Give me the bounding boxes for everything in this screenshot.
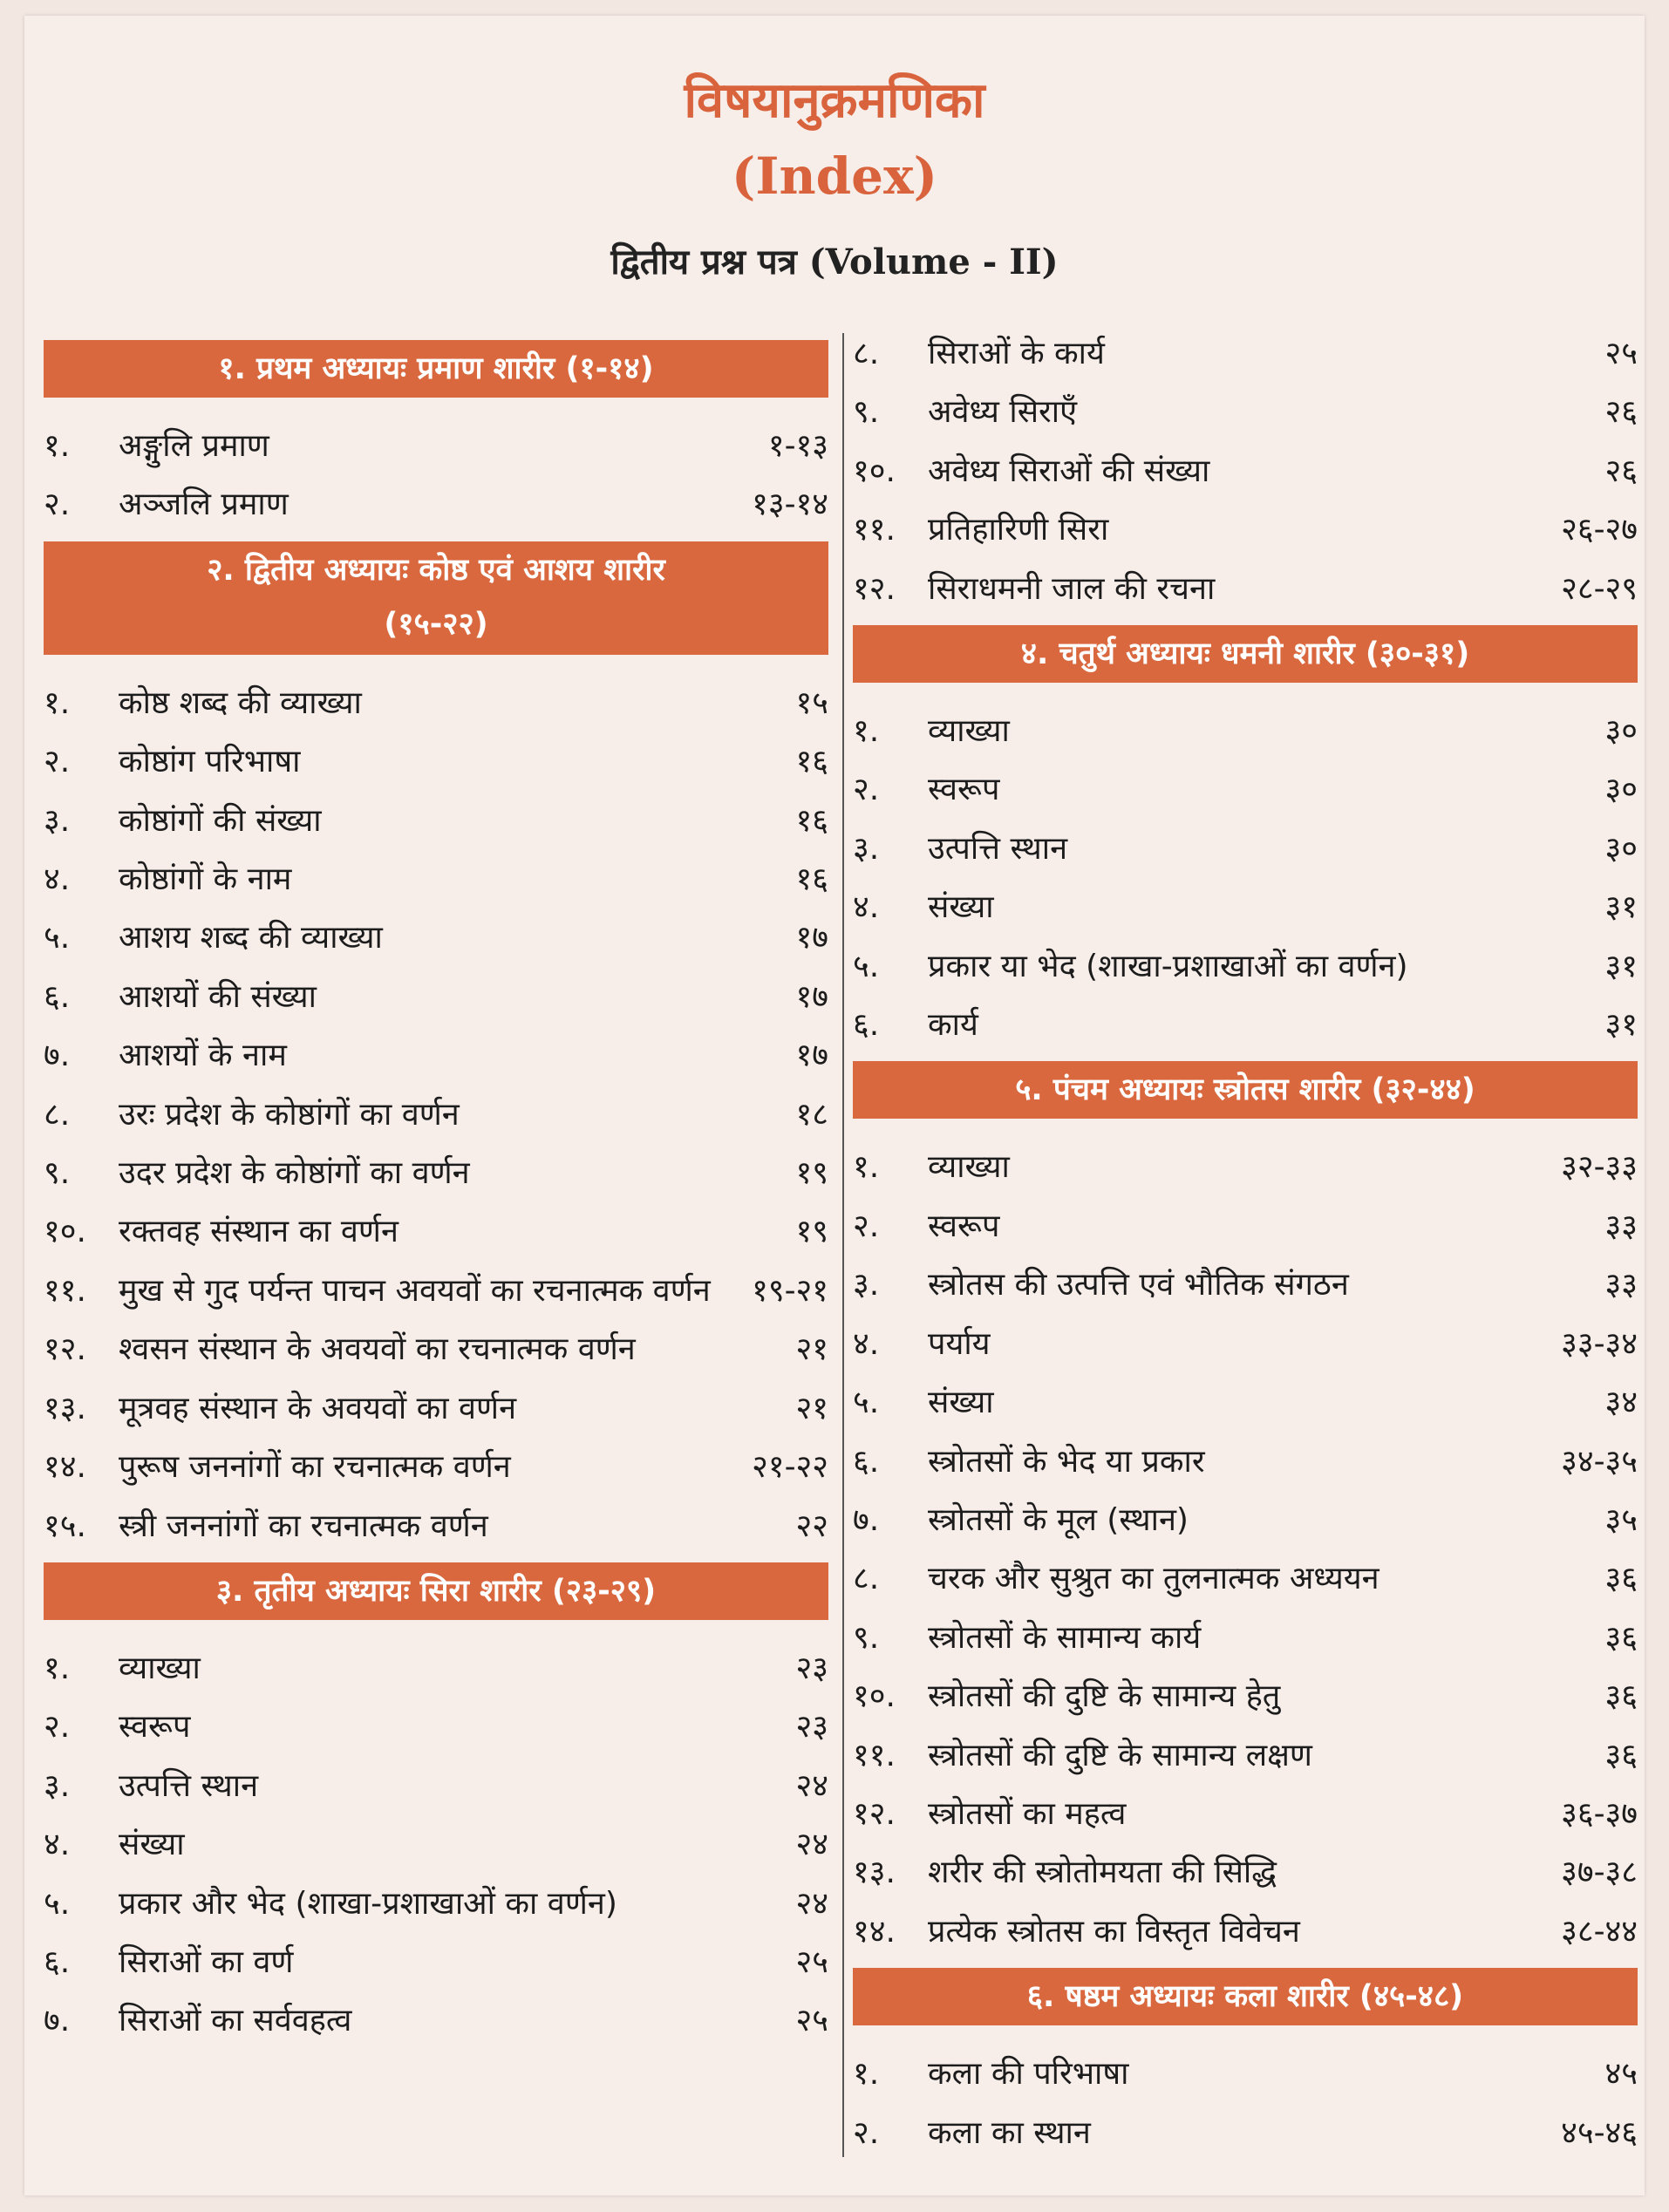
index-entry (853, 878, 1638, 936)
entry-number: ७. (853, 1501, 880, 1538)
entry-title: प्रकार या भेद (शाखा-प्रशाखाओं का वर्णन) (928, 948, 1408, 984)
entry-page: १६ (795, 802, 828, 839)
entry-number: ८. (853, 336, 880, 371)
index-entry (44, 674, 828, 732)
index-entry (44, 732, 828, 791)
entry-number: १२. (853, 570, 896, 607)
index-entry (44, 1815, 828, 1874)
entry-title: अवेध्य सिराओं की संख्या (928, 453, 1210, 489)
entry-number: ७. (44, 2003, 71, 2039)
entry-number: ६. (44, 978, 71, 1015)
entry-number: ९. (853, 394, 880, 431)
index-entry (44, 1991, 828, 2050)
entry-title: कला की परिभाषा (928, 2056, 1129, 2093)
chapter-2-list (44, 674, 828, 1555)
index-entry (853, 996, 1638, 1054)
entry-title: अञ्जलि प्रमाण (119, 487, 289, 523)
entry-title: आशयों के नाम (119, 1038, 287, 1074)
index-entry (44, 1875, 828, 1933)
entry-page: २१ (795, 1331, 828, 1368)
entry-number: ३. (44, 1767, 71, 1804)
chapter-5-list (853, 1138, 1638, 1961)
volume-subtitle: द्वितीय प्रश्न पत्र (Volume - II) (610, 242, 1059, 282)
entry-title: स्त्रोतस की उत्पत्ति एवं भौतिक संगठन (928, 1267, 1349, 1303)
entry-page: ३७-३८ (1561, 1855, 1638, 1891)
chapter-1-list (44, 417, 828, 534)
index-entry (853, 1197, 1638, 1256)
entry-number: २. (44, 487, 71, 523)
entry-title: स्त्रोतसों के सामान्य कार्य (928, 1619, 1202, 1656)
index-page (24, 16, 1645, 2195)
entry-page: १८ (795, 1096, 828, 1133)
entry-number: ६. (853, 1443, 880, 1480)
entry-title: उत्पत्ति स्थान (119, 1767, 259, 1804)
entry-title: कला का स्थान (928, 2114, 1091, 2151)
entry-page: २६ (1604, 394, 1638, 431)
entry-number: ८. (44, 1096, 71, 1133)
entry-title: स्त्रोतसों के मूल (स्थान) (928, 1501, 1189, 1538)
index-entry (853, 937, 1638, 996)
column-divider (842, 333, 844, 2157)
entry-number: १५. (44, 1508, 86, 1544)
entry-number: ४. (853, 889, 880, 926)
entry-number: १३. (44, 1390, 86, 1426)
entry-page: २५ (1604, 336, 1638, 371)
entry-title: आशय शब्द की व्याख्या (119, 920, 383, 956)
entry-page: २४ (795, 1767, 828, 1804)
entry-number: २. (44, 744, 71, 780)
index-entry (44, 1202, 828, 1261)
index-entry (853, 1785, 1638, 1843)
entry-title: पर्याय (928, 1325, 991, 1362)
entry-title: उत्पत्ति स्थान (928, 830, 1068, 867)
entry-page: २६-२७ (1561, 512, 1638, 548)
page-header (24, 68, 1645, 284)
entry-page: २८-२९ (1561, 570, 1638, 607)
entry-title: संख्या (928, 1385, 994, 1421)
entry-number: १२. (44, 1331, 86, 1368)
entry-page: ३३ (1604, 1208, 1638, 1244)
chapter-3-list (44, 1639, 828, 2051)
entry-title: स्त्रोतसों की दुष्टि के सामान्य लक्षण (928, 1737, 1312, 1773)
entry-title: स्त्री जननांगों का रचनात्मक वर्णन (119, 1508, 488, 1544)
chapter-2-banner (44, 541, 828, 655)
entry-title: स्वरूप (928, 772, 1000, 808)
index-entry (44, 792, 828, 850)
index-entry (44, 850, 828, 909)
entry-title: स्वरूप (928, 1208, 1000, 1244)
index-entry (44, 1698, 828, 1756)
entry-number: ३. (44, 802, 71, 839)
entry-number: २. (853, 1208, 880, 1244)
index-entry (44, 1933, 828, 1991)
entry-title: उरः प्रदेश के कोष्ठांगों का वर्णन (119, 1096, 460, 1133)
entry-title: संख्या (119, 1827, 185, 1863)
entry-number: ३. (853, 830, 880, 867)
entry-title: शरीर की स्त्रोतोमयता की सिद्धि (928, 1855, 1277, 1891)
entry-page: १९ (795, 1214, 828, 1250)
entry-title: कोष्ठांगों के नाम (119, 861, 292, 898)
entry-number: १. (44, 1650, 71, 1686)
entry-page: ३१ (1604, 889, 1638, 926)
index-entry (853, 820, 1638, 878)
entry-page: ३३ (1604, 1267, 1638, 1303)
entry-page: २५ (795, 2003, 828, 2039)
entry-title: सिराधमनी जाल की रचना (928, 570, 1216, 607)
entry-title: संख्या (928, 889, 994, 926)
entry-number: १. (853, 2056, 880, 2093)
index-entry (853, 1726, 1638, 1785)
chapter-4-banner: ४. चतुर्थ अध्यायः धमनी शारीर (३०-३१) (853, 625, 1638, 683)
index-entry (853, 560, 1638, 618)
entry-number: ६. (44, 1943, 71, 1980)
entry-page: ४५-४६ (1561, 2114, 1638, 2151)
chapter-1-banner: १. प्रथम अध्यायः प्रमाण शारीर (१-१४) (44, 340, 828, 398)
entry-page: २५ (795, 1943, 828, 1980)
entry-title: कार्य (928, 1007, 978, 1044)
entry-page: १७ (795, 1038, 828, 1074)
entry-page: १५ (795, 684, 828, 721)
entry-number: १०. (853, 453, 896, 489)
entry-page: १९-२१ (752, 1272, 828, 1309)
entry-page: २१ (795, 1390, 828, 1426)
entry-title: व्याख्या (928, 1149, 1010, 1186)
index-entry (853, 702, 1638, 760)
entry-number: १. (44, 428, 71, 464)
entry-number: १३. (853, 1855, 896, 1891)
entry-page: ३६ (1604, 1737, 1638, 1773)
index-entry (44, 417, 828, 475)
entry-title: स्त्रोतसों की दुष्टि के सामान्य हेतु (928, 1678, 1281, 1715)
entry-number: ११. (44, 1272, 86, 1309)
entry-page: २३ (795, 1650, 828, 1686)
entry-title: सिराओं का सर्ववहत्व (119, 2003, 352, 2039)
chapter-4-list (853, 702, 1638, 1054)
index-entry (44, 1320, 828, 1378)
index-entry (853, 2104, 1638, 2162)
entry-title: प्रत्येक स्त्रोतस का विस्तृत विवेचन (928, 1913, 1300, 1950)
entry-number: २. (44, 1709, 71, 1746)
index-entry (853, 1315, 1638, 1373)
entry-page: १-१३ (767, 428, 828, 464)
entry-page: ३६ (1604, 1561, 1638, 1597)
entry-title: कोष्ठांगों की संख्या (119, 802, 322, 839)
entry-title: मूत्रवह संस्थान के अवयवों का वर्णन (119, 1390, 517, 1426)
entry-number: ३. (853, 1267, 880, 1303)
entry-number: १. (853, 1149, 880, 1186)
index-entry (853, 1667, 1638, 1725)
entry-title: स्त्रोतसों का महत्व (928, 1795, 1127, 1832)
index-entry (44, 1262, 828, 1320)
chapter-5-banner: ५. पंचम अध्यायः स्त्रोतस शारीर (३२-४४) (853, 1061, 1638, 1119)
entry-title: सिराओं के कार्य (928, 336, 1105, 371)
chapter-3-continued-list (853, 324, 1638, 618)
entry-page: २६ (1604, 453, 1638, 489)
index-entry (853, 1491, 1638, 1549)
entry-title: मुख से गुद पर्यन्त पाचन अवयवों का रचनात्मक वर्णन (119, 1272, 711, 1309)
entry-number: ११. (853, 1737, 896, 1773)
index-entry (44, 1497, 828, 1555)
entry-title: प्रतिहारिणी सिरा (928, 512, 1109, 548)
entry-title: कोष्ठांग परिभाषा (119, 744, 301, 780)
entry-number: १. (44, 684, 71, 721)
chapter-2-banner-line1: २. द्वितीय अध्यायः कोष्ठ एवं आशय शारीर (207, 552, 665, 588)
index-entry (853, 1373, 1638, 1432)
index-entry (44, 1438, 828, 1496)
entry-number: २. (853, 772, 880, 808)
entry-number: १४. (44, 1449, 86, 1486)
entry-page: २१-२२ (752, 1449, 828, 1486)
entry-page: १६ (795, 744, 828, 780)
entry-title: व्याख्या (928, 713, 1010, 750)
index-entry (853, 442, 1638, 500)
entry-title: श्वसन संस्थान के अवयवों का रचनात्मक वर्णन (119, 1331, 636, 1368)
chapter-6-banner: ६. षष्ठम अध्यायः कला शारीर (४५-४८) (853, 1968, 1638, 2025)
index-entry (853, 760, 1638, 819)
entry-page: ३२-३३ (1561, 1149, 1638, 1186)
entry-page: ३१ (1604, 948, 1638, 984)
index-entry (853, 1256, 1638, 1314)
entry-page: २२ (795, 1508, 828, 1544)
left-column (44, 333, 828, 2051)
entry-page: १७ (795, 920, 828, 956)
entry-page: ३४ (1604, 1385, 1638, 1421)
entry-number: ४. (853, 1325, 880, 1362)
entry-number: १२. (853, 1795, 896, 1832)
entry-page: ३० (1604, 713, 1638, 750)
entry-title: स्त्रोतसों के भेद या प्रकार (928, 1443, 1205, 1480)
index-entry (44, 909, 828, 967)
entry-title: रक्तवह संस्थान का वर्णन (119, 1214, 399, 1250)
index-entry (853, 1609, 1638, 1667)
entry-page: २४ (795, 1827, 828, 1863)
entry-page: १७ (795, 978, 828, 1015)
index-entry (853, 1433, 1638, 1491)
index-title-english: (Index) (731, 146, 938, 206)
entry-number: ४. (44, 1827, 71, 1863)
index-entry (853, 2045, 1638, 2103)
index-entry (44, 1639, 828, 1698)
entry-number: ६. (853, 1007, 880, 1044)
entry-number: ४. (44, 861, 71, 898)
entry-page: ३३-३४ (1561, 1325, 1638, 1362)
entry-page: ३६-३७ (1561, 1795, 1638, 1832)
entry-number: १. (853, 713, 880, 750)
entry-page: २३ (795, 1709, 828, 1746)
index-entry (853, 383, 1638, 441)
entry-number: १०. (853, 1678, 896, 1715)
entry-number: २. (853, 2114, 880, 2151)
entry-title: कोष्ठ शब्द की व्याख्या (119, 684, 362, 721)
entry-page: ४५ (1604, 2056, 1638, 2093)
entry-title: चरक और सुश्रुत का तुलनात्मक अध्ययन (928, 1561, 1379, 1597)
entry-page: ३० (1604, 830, 1638, 867)
entry-page: ३० (1604, 772, 1638, 808)
entry-number: १०. (44, 1214, 86, 1250)
chapter-6-list (853, 2045, 1638, 2162)
entry-page: ३५ (1604, 1501, 1638, 1538)
entry-number: ७. (44, 1038, 71, 1074)
entry-title: स्वरूप (119, 1709, 191, 1746)
entry-number: ८. (853, 1561, 880, 1597)
entry-number: ११. (853, 512, 896, 548)
entry-number: १४. (853, 1913, 896, 1950)
index-entry (853, 324, 1638, 383)
entry-number: ५. (44, 1885, 71, 1922)
entry-page: १९ (795, 1155, 828, 1192)
entry-title: सिराओं का वर्ण (119, 1943, 294, 1980)
entry-title: आशयों की संख्या (119, 978, 317, 1015)
entry-page: १६ (795, 861, 828, 898)
index-title-hindi: विषयानुक्रमणिका (684, 72, 985, 129)
index-entry (44, 1026, 828, 1085)
index-entry (853, 1843, 1638, 1902)
entry-number: ५. (853, 1385, 880, 1421)
entry-page: ३६ (1604, 1678, 1638, 1715)
entry-page: ३८-४४ (1561, 1913, 1638, 1950)
entry-title: व्याख्या (119, 1650, 201, 1686)
index-entry (44, 968, 828, 1026)
entry-number: ५. (44, 920, 71, 956)
chapter-2-banner-line2: (१५-२२) (384, 606, 488, 642)
index-entry (853, 500, 1638, 559)
index-entry (853, 1902, 1638, 1961)
index-entry (853, 1138, 1638, 1196)
entry-title: पुरूष जननांगों का रचनात्मक वर्णन (119, 1449, 511, 1486)
index-entry (44, 1144, 828, 1202)
index-entry (44, 1086, 828, 1144)
entry-page: २४ (795, 1885, 828, 1922)
entry-title: अङ्गुलि प्रमाण (119, 428, 269, 464)
index-entry (853, 1549, 1638, 1608)
index-entry (44, 1379, 828, 1438)
entry-page: १३-१४ (752, 487, 828, 523)
index-entry (44, 1757, 828, 1815)
chapter-3-banner: ३. तृतीय अध्यायः सिरा शारीर (२३-२९) (44, 1562, 828, 1620)
entry-title: प्रकार और भेद (शाखा-प्रशाखाओं का वर्णन) (119, 1885, 617, 1922)
entry-number: ९. (853, 1619, 880, 1656)
right-column (853, 333, 1638, 2162)
entry-number: ५. (853, 948, 880, 984)
entry-title: अवेध्य सिराएँ (928, 394, 1077, 431)
entry-title: उदर प्रदेश के कोष्ठांगों का वर्णन (119, 1155, 470, 1192)
entry-page: ३४-३५ (1561, 1443, 1638, 1480)
entry-page: ३६ (1604, 1619, 1638, 1656)
entry-number: ९. (44, 1155, 71, 1192)
index-entry (44, 475, 828, 534)
entry-page: ३१ (1604, 1007, 1638, 1044)
